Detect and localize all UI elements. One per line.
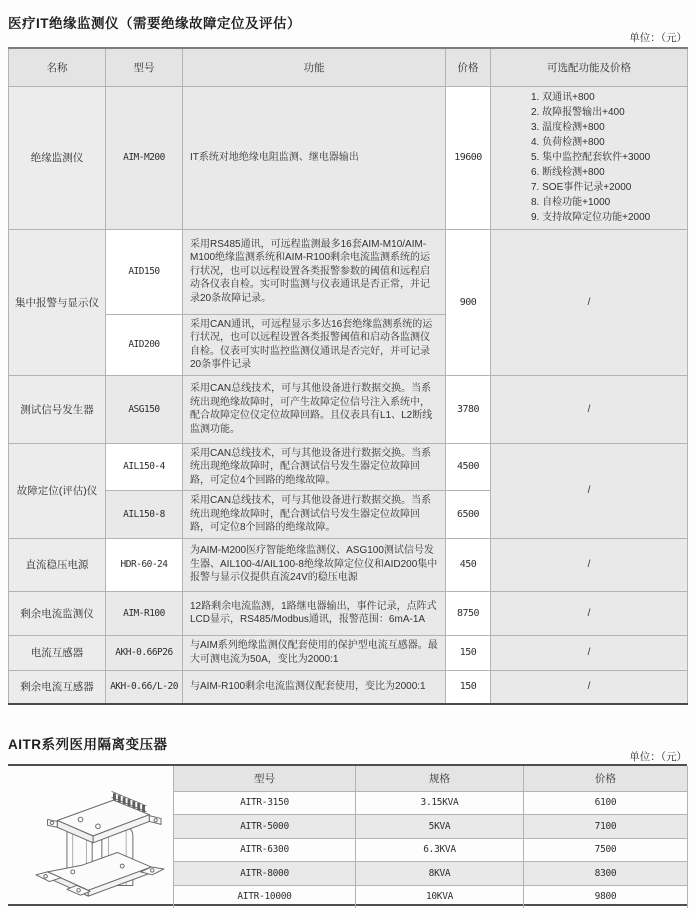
section-title-transformer: AITR系列医用隔离变压器 <box>8 737 168 752</box>
product-name-cell: 剩余电流监测仪 <box>9 591 106 635</box>
page-title: 医疗IT绝缘监测仪（需要绝缘故障定位及评估） <box>8 16 301 31</box>
function-cell: 12路剩余电流监测，1路继电器输出，事件记录，点阵式LCD显示，RS485/Modbus通讯，报警范围：6mA-1A <box>183 591 446 635</box>
options-cell: / <box>491 375 688 443</box>
product-name-cell: 直流稳压电源 <box>9 538 106 591</box>
table-row <box>9 86 688 229</box>
product-name-cell: 测试信号发生器 <box>9 375 106 443</box>
product-name-cell: 剩余电流互感器 <box>9 670 106 704</box>
header-price: 价格 <box>446 48 491 86</box>
function-cell: 采用CAN通讯，可远程显示多达16套绝缘监测系统的运行状况，也可以远程设置各类报警阈值和启动各监测仪自检。仪表可实时监控监测仪通讯是否完好，并可记录20条事件记录 <box>183 314 446 375</box>
price-cell: 19600 <box>446 86 491 229</box>
price-cell: 150 <box>446 635 491 670</box>
header-name: 名称 <box>9 48 106 86</box>
option-item: 8. 自检功能+1000 <box>531 197 611 208</box>
price-cell: 8750 <box>446 591 491 635</box>
table-header-row <box>9 48 688 86</box>
header-spec: 规格 <box>356 766 524 791</box>
price-cell: 6100 <box>524 791 688 815</box>
unit-label: 单位：（元） <box>629 32 687 44</box>
options-cell: / <box>491 229 688 375</box>
isolation-transformer-illustration-icon <box>24 772 170 900</box>
option-item: 2. 故障报警输出+400 <box>531 107 625 118</box>
product-name-cell: 故障定位(评估)仪 <box>9 443 106 538</box>
price-cell: 9800 <box>524 885 688 908</box>
table-row <box>9 443 688 491</box>
table-row <box>9 229 688 314</box>
price-cell: 7500 <box>524 838 688 862</box>
function-cell: 采用RS485通讯，可远程监测最多16套AIM-M10/AIM-M100绝缘监测系统和AIM-R100剩余电流监测系统的运行状况，也可以远程设置各类报警参数的阈值和远程启动各仪表自检。实可时监测与仪表通讯是否正常，并记录20条故障记录。 <box>183 229 446 314</box>
model-cell: AITR-5000 <box>174 815 356 839</box>
function-cell: IT系统对地绝缘电阻监测、继电器输出 <box>183 86 446 229</box>
options-cell: / <box>491 591 688 635</box>
function-cell: 采用CAN总线技术，可与其他设备进行数据交换。当系统出现绝缘故障时，可产生故障定位信号注入系统中，配合故障定位仪定位故障回路。且仪表具有L1、L2断线监测功能。 <box>183 375 446 443</box>
model-cell: AIL150-4 <box>106 443 183 491</box>
function-cell: 与AIM-R100剩余电流监测仪配套使用，变比为2000:1 <box>183 670 446 704</box>
option-item: 1. 双通讯+800 <box>531 92 595 103</box>
price-cell: 8300 <box>524 862 688 886</box>
price-table-transformer <box>173 766 688 908</box>
price-cell: 4500 <box>446 443 491 491</box>
product-name-cell: 电流互感器 <box>9 635 106 670</box>
model-cell: AIM-M200 <box>106 86 183 229</box>
model-cell: AID200 <box>106 314 183 375</box>
table-row <box>174 885 688 908</box>
model-cell: AITR-6300 <box>174 838 356 862</box>
model-cell: AID150 <box>106 229 183 314</box>
option-item: 3. 温度检测+800 <box>531 122 605 133</box>
spec-cell: 3.15KVA <box>356 791 524 815</box>
model-cell: AITR-3150 <box>174 791 356 815</box>
table-row <box>9 591 688 635</box>
product-name-cell: 绝缘监测仪 <box>9 86 106 229</box>
table-row <box>174 815 688 839</box>
option-item: 6. 断线检测+800 <box>531 167 605 178</box>
function-cell: 与AIM系列绝缘监测仪配套使用的保护型电流互感器。最大可测电流为50A，变比为2000:1 <box>183 635 446 670</box>
table-header-row <box>174 766 688 791</box>
option-item: 4. 负荷检测+800 <box>531 137 605 148</box>
price-cell: 3780 <box>446 375 491 443</box>
options-cell: / <box>491 635 688 670</box>
spec-cell: 10KVA <box>356 885 524 908</box>
price-cell: 900 <box>446 229 491 375</box>
model-cell: AITR-8000 <box>174 862 356 886</box>
model-cell: AIM-R100 <box>106 591 183 635</box>
header-model: 型号 <box>106 48 183 86</box>
options-cell: / <box>491 670 688 704</box>
model-cell: AKH-0.66/L-20 <box>106 670 183 704</box>
table-row <box>9 635 688 670</box>
option-item: 9. 支持故障定位功能+2000 <box>531 212 651 223</box>
transformer-section <box>8 764 687 906</box>
table-row <box>9 538 688 591</box>
spec-cell: 8KVA <box>356 862 524 886</box>
function-cell: 为AIM-M200医疗智能绝缘监测仪、ASG100测试信号发生器、AIL100-4/AIL100-8绝缘故障定位仪和AID200集中报警与显示仪提供直流24V的稳压电源 <box>183 538 446 591</box>
header-options: 可选配功能及价格 <box>491 48 688 86</box>
price-table-monitoring <box>8 47 688 705</box>
model-cell: AITR-10000 <box>174 885 356 908</box>
header-function: 功能 <box>183 48 446 86</box>
price-cell: 150 <box>446 670 491 704</box>
model-cell: AKH-0.66P26 <box>106 635 183 670</box>
model-cell: HDR-60-24 <box>106 538 183 591</box>
options-cell: / <box>491 443 688 538</box>
spec-cell: 6.3KVA <box>356 838 524 862</box>
price-cell: 7100 <box>524 815 688 839</box>
model-cell: AIL150-8 <box>106 491 183 539</box>
option-item: 5. 集中监控配套软件+3000 <box>531 152 651 163</box>
function-cell: 采用CAN总线技术，可与其他设备进行数据交换。当系统出现绝缘故障时，配合测试信号发生器定位故障回路，可定位4个回路的绝缘故障。 <box>183 443 446 491</box>
header-price: 价格 <box>524 766 688 791</box>
model-cell: ASG150 <box>106 375 183 443</box>
spec-cell: 5KVA <box>356 815 524 839</box>
product-name-cell: 集中报警与显示仪 <box>9 229 106 375</box>
table-row <box>174 838 688 862</box>
function-cell: 采用CAN总线技术，可与其他设备进行数据交换。当系统出现绝缘故障时，配合测试信号发生器定位故障回路，可定位8个回路的绝缘故障。 <box>183 491 446 539</box>
table-row <box>9 375 688 443</box>
table-row <box>174 791 688 815</box>
option-item: 7. SOE事件记录+2000 <box>531 182 632 193</box>
table-row <box>9 670 688 704</box>
unit-label: 单位：（元） <box>629 751 687 763</box>
price-cell: 450 <box>446 538 491 591</box>
options-cell: / <box>491 538 688 591</box>
header-model: 型号 <box>174 766 356 791</box>
price-cell: 6500 <box>446 491 491 539</box>
options-cell <box>491 86 688 229</box>
table-row <box>174 862 688 886</box>
